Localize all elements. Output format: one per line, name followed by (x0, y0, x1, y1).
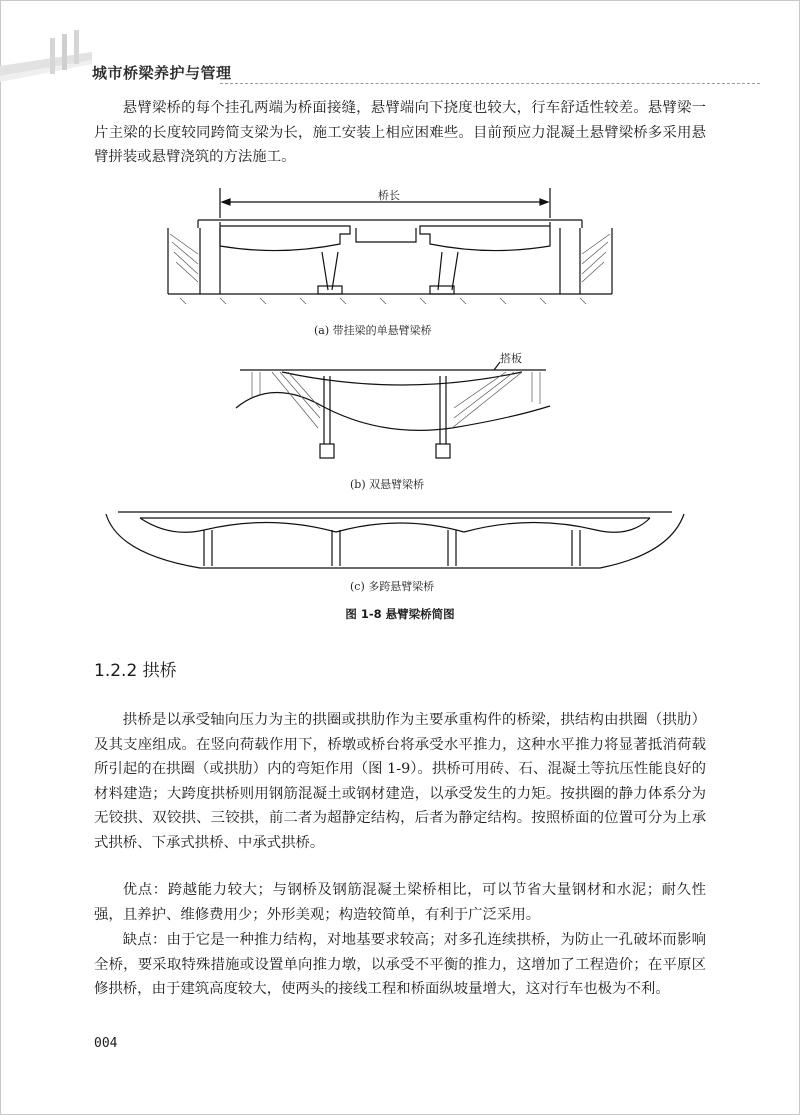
figure-c-multi-span-cantilever-bridge (100, 504, 690, 576)
page-number: 004 (94, 1036, 118, 1051)
section-heading: 1.2.2 拱桥 (94, 661, 177, 681)
arch-bridge-paragraph: 拱桥是以承受轴向压力为主的拱圈或拱肋作为主要承重构件的桥梁，拱结构由拱圈（拱肋）及其支座组成。在竖向荷载作用下，桥墩或桥台将承受水平推力，这种水平推力将显著抵消荷载所引起的在拱圈（或拱肋）内的弯矩作用（图 1-9）。拱桥可用砖、石、混凝土等抗压性能良好的材料建造；大跨度拱桥则用钢筋混凝土或钢材建造，以承受发生的力矩。按拱圈的静力体系分为无铰拱、双铰拱、三铰拱，前二者为超静定结构，后者为静定结构。按照桥面的位置可分为上承式拱桥、下承式拱桥、中承式拱桥。 (94, 712, 706, 851)
header-divider (220, 83, 760, 84)
panel-b-caption: (b) 双悬臂梁桥 (350, 478, 425, 491)
dimension-label: 桥长 (378, 189, 400, 202)
header-title: 城市桥梁养护与管理 (92, 64, 232, 82)
advantages-paragraph: 优点：跨越能力较大；与钢桥及钢筋混凝土梁桥相比，可以节省大量钢材和水泥；耐久性强，且养护、维修费用少；外形美观；构造较简单，有利于广泛采用。 (94, 882, 706, 923)
figure-title: 图 1-8 悬臂梁桥简图 (345, 607, 455, 621)
intro-paragraph: 悬臂梁桥的每个挂孔两端为桥面接缝，悬臂端向下挠度也较大，行车舒适性较差。悬臂梁一片主梁的长度较同跨简支梁为长，施工安装上相应困难些。目前预应力混凝土悬臂梁桥多采用悬臂拼装或悬臂浇筑的方法施工。 (94, 100, 706, 165)
header-logo (0, 30, 92, 84)
disadvantages-paragraph: 缺点：由于它是一种推力结构，对地基要求较高；对多孔连续拱桥，为防止一孔破坏而影响全桥，要采取特殊措施或设置单向推力墩，以承受不平衡的推力，这增加了工程造价；在平原区修拱桥，由于建筑高度较大，使两头的接线工程和桥面纵坡量增大，这对行车也极为不利。 (94, 932, 706, 997)
panel-b-label: 搭板 (500, 352, 522, 365)
panel-c-caption: (c) 多跨悬臂梁桥 (350, 580, 435, 593)
panel-a-caption: (a) 带挂梁的单悬臂梁桥 (314, 324, 432, 337)
